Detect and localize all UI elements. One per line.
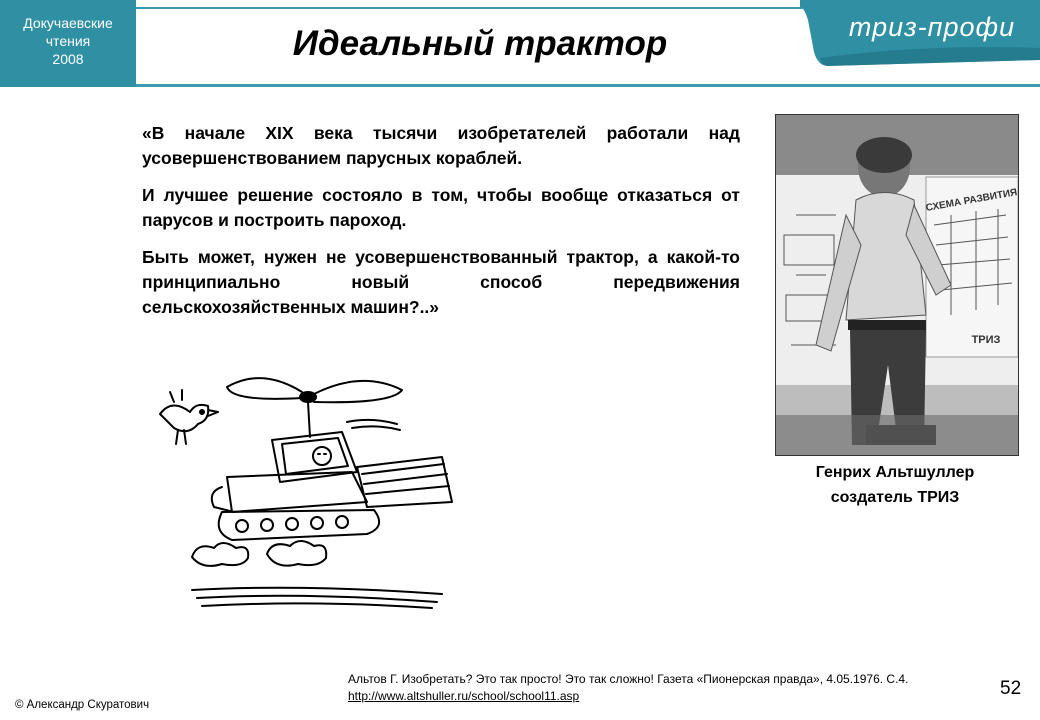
slide-title: Идеальный трактор [292, 24, 668, 63]
header-bottom-rule [136, 84, 1040, 87]
photo-caption [770, 460, 1020, 510]
header-event-panel [0, 0, 136, 87]
photo-illustration [776, 115, 1018, 455]
event-year: 2008 [52, 51, 84, 67]
quote-paragraph-3: Быть может, нужен не усовершенствованный трактор, а какой-то принципиально новый способ передвижения сельскохозяйственных машин?..» [142, 247, 740, 317]
copyright: © Александр Скуратович [15, 699, 150, 711]
altshuller-photo [775, 114, 1019, 456]
header-top-rule [136, 7, 806, 9]
caption-role: создатель ТРИЗ [830, 489, 960, 506]
reference-link[interactable]: http://www.altshuller.ru/school/school11.asp [348, 689, 580, 703]
flying-tractor-cartoon [152, 362, 462, 612]
quote-paragraph-1: «В начале XIX века тысячи изобретателей работали над усовершенствованием парусных кораблей. [142, 123, 740, 168]
caption-name: Генрих Альтшуллер [815, 464, 975, 481]
event-label [0, 14, 136, 68]
reference-text: Альтов Г. Изобретать? Это так просто! Это так сложно! Газета «Пионерская правда», 4.05.1976. С.4. [348, 672, 909, 686]
board-triz-label: ТРИЗ [971, 334, 1001, 346]
event-line-1: Докучаевские [23, 15, 113, 31]
board-label: СХЕМА РАЗВИТИЯ [924, 187, 1018, 215]
event-line-2: чтения [45, 33, 91, 49]
reference-block [348, 671, 988, 705]
quote-paragraph-2: И лучшее решение состояло в том, чтобы вообще отказаться от парусов и построить пароход. [142, 185, 740, 230]
brand-logo-text: триз-профи [848, 12, 1016, 42]
page-number: 52 [1000, 678, 1022, 699]
quote-block [142, 121, 740, 332]
